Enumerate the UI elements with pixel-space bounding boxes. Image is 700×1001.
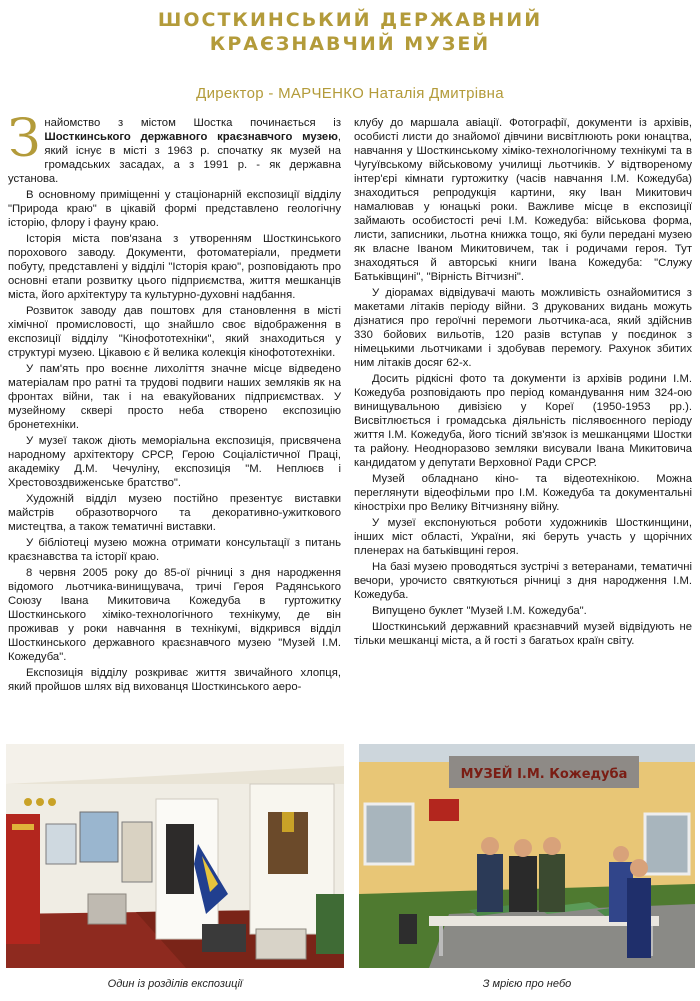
museum-building-photo (359, 744, 695, 968)
exhibition-illustration (6, 744, 344, 968)
paragraph: У бібліотеці музею можна отримати консультації з питань краєзнавства та історії краю. (8, 537, 341, 563)
paragraph: Шосткинський державний краєзнавчий музей відвідують не тільки мешканці міста, а й гості з багатьох країн світу. (354, 621, 692, 647)
paragraph: На базі музею проводяться зустрічі з ветеранами, тематичні вечори, урочисто святкуються річниці з дня народження І.М. Кожедуба. (354, 561, 692, 601)
right-photo-caption: З мрією про небо (482, 978, 572, 990)
paragraph: У музеї експонуються роботи художників Шосткинщини, інших міст області, України, які беруть участь у щорічних пленерах на батьківщині героя. (354, 517, 692, 557)
paragraph: У музеї також діють меморіальна експозиція, присвячена народному архітектору СРСР, Герою Соціалістичної Праці, академіку Д.М. Чечуліну, експозиція "М. Неплюєв і Хрестовоздвиженське братство". (8, 435, 341, 489)
paragraph: Розвиток заводу дав поштовх для становлення в місті хімічної промисловості, що знайшло своє відображення в експозиції відділу "Кінофототехніки", який знаходиться у структурі музею. Цікавою є й велика колекція кінофототехніки. (8, 305, 341, 359)
lead-text-start: найомство з містом Шостка починається із (44, 117, 341, 129)
paragraph: Експозиція відділу розкриває життя звичайного хлопця, який пройшов шлях від вихованця Шосткинського аеро- (8, 667, 341, 693)
exhibition-photo (6, 744, 344, 968)
lead-paragraph (8, 116, 341, 186)
article-column-left (8, 116, 341, 736)
title-line-1: ШОСТКИНСЬКИЙ ДЕРЖАВНИЙ (157, 9, 543, 31)
paragraph: Музей обладнано кіно- та відеотехнікою. Можна переглянути відеофільми про І.М. Кожедуба та документальні кіностріхи про Велику Вітчизняну війну. (354, 473, 692, 513)
paragraph: Досить рідкісні фото та документи із архівів родини І.М. Кожедуба розповідають про період командування ним 324-ою винищувальною дивізією у Кореї (1950-1953 рр.). Висвітлюється і громадська діяльність післявоєнного періоду життя І.М. Кожедуба, його тісний зв'язок із мешканцями Шостки та району. Неодноразово земляки висували Івана Микитовича кандидатом у депутати Верховної Ради СРСР. (354, 373, 692, 469)
left-photo-caption: Один із розділів експозиції (107, 978, 243, 990)
page-title (0, 8, 700, 56)
paragraph: У пам'ять про воєнне лихоліття значне місце відведено матеріалам про ратні та трудові подвиги наших земляків як на фронтах війни, так і на евакуйованих підприємствах. У музейному сквері просто неба створено експозицію бронетехніки. (8, 363, 341, 431)
director-line: Директор - МАРЧЕНКО Наталія Дмитрівна (196, 85, 504, 102)
article-column-right (354, 116, 692, 731)
paragraph: Випущено буклет "Музей І.М. Кожедуба". (372, 605, 587, 617)
paragraph: Історія міста пов'язана з утворенням Шосткинського порохового заводу. Документи, фотоматеріали, предмети побуту, представлені у відділі "Історія краю", розповідають про основні етапи розвитку цього підприємства, життя мешканців міста, його архітектуру та культурно-духовні надбання. (8, 233, 341, 301)
paragraph-continued: клубу до маршала авіації. Фотографії, документи із архівів, особисті листи до знайомої дівчини висвітлюють роки юнацтва, навчання у Шосткинському хіміко-технологічному технікумі та в Чугуївському військовому училищі льотчиків. У відтвореному інтер'єрі кімнати гуртожитку (часів навчання І.М. Кожедуба) знаходиться репродукція картини, яку Іван Микитович намалював у юнацькі роки. Важливе місце в експозиції займають особистості речі І.М. Кожедуба: військова форма, листи, записники, льотна книжка тощо, які були передані музею як власне Іваном Микитовичем, так і родичами героя. Тут знаходяться й авторські книги Івана Кожедуба: "Служу Батьківщині", "Вірність Вітчизні". (354, 117, 692, 283)
lead-text-end: , який існує в місті з 1963 р. спочатку як музей на громадських засадах, а з 1991 р. - як державна установа. (8, 131, 341, 185)
paragraph: В основному приміщенні у стаціонарній експозиції відділу "Природа краю" в цікавій формі представлено геологічну історію, флору і фауну краю. (8, 189, 341, 229)
paragraph: 8 червня 2005 року до 85-ої річниці з дня народження відомого льотчика-винищувача, тричі Героя Радянського Союзу Івана Микитовича Кожедуба в гуртожитку Шосткинського хіміко-технологічного технікуму, де він проживав у роки навчання в технікумі, відкрився відділ Шосткинського державного краєзнавчого музею "Музей І.М. Кожедуба". (8, 567, 341, 663)
paragraph: У діорамах відвідувачі мають можливість ознайомитися з макетами літаків періоду війни. З друкованих видань можуть дізнатися про героїчні перемоги льотчика-аса, який здійснив 330 бойових вильотів, 120 разів вступав у поєдинок з німецькими льотчиками і здобував перемогу. Рахунок збитих ним літаків досяг 62-х. (354, 287, 692, 369)
lead-text-bold: Шосткинського державного краєзнавчого музею (44, 131, 338, 143)
title-line-2: КРАЄЗНАВЧИЙ МУЗЕЙ (209, 33, 491, 55)
building-sign: МУЗЕЙ І.М. Кожедуба (460, 767, 628, 782)
paragraph: Художній відділ музею постійно презентує виставки майстрів образотворчого та декоративно-ужиткового мистецтва, а також тематичні виставки. (8, 493, 341, 533)
museum-illustration (359, 744, 695, 968)
drop-cap: З (8, 116, 41, 169)
